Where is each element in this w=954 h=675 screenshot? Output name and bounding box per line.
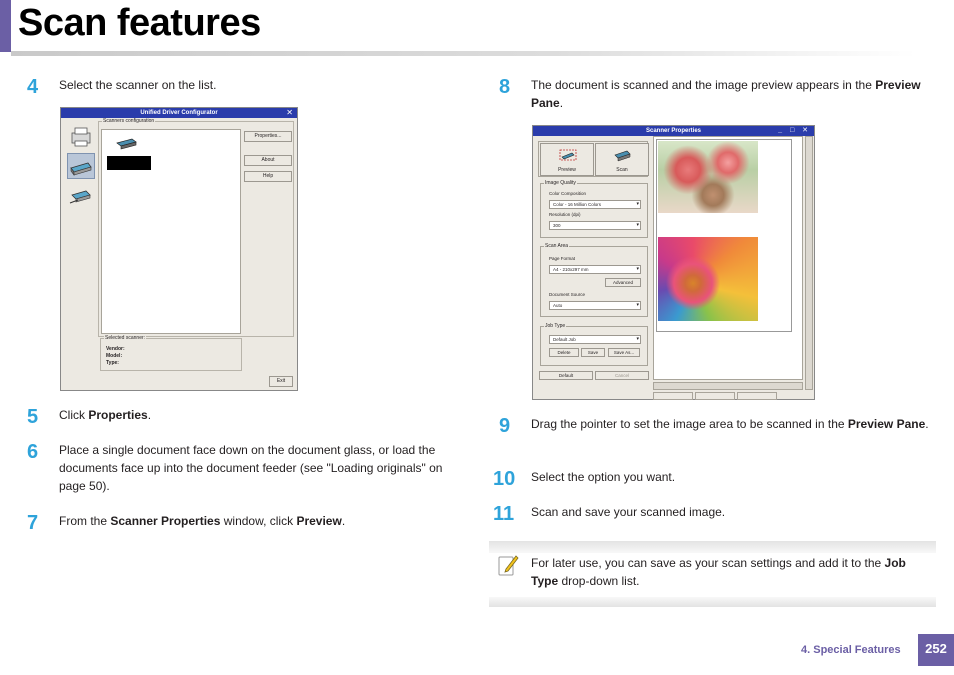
title-divider: [11, 51, 916, 56]
step-text-9: Drag the pointer to set the image area to be scanned in the Preview Pane.: [531, 417, 929, 431]
step-number-7: 7: [27, 512, 39, 534]
unified-driver-configurator-window: [60, 107, 298, 391]
scan-icon: [613, 147, 633, 163]
footer-section-label: 4. Special Features: [801, 644, 901, 656]
printer-icon[interactable]: [67, 124, 95, 150]
help-button[interactable]: Help: [244, 171, 292, 182]
model-label: Model:: [106, 353, 123, 359]
page-title: Scan features: [18, 2, 261, 44]
page-format-select[interactable]: A4 - 210x297 mm ▾: [549, 265, 641, 274]
exit-button[interactable]: Exit: [269, 376, 293, 387]
step-number-9: 9: [499, 415, 511, 437]
udc-sidebar: [65, 122, 95, 212]
preview-button[interactable]: [540, 143, 594, 176]
vertical-scrollbar[interactable]: [805, 136, 813, 390]
preview-photo-flower-closeup: [658, 237, 758, 321]
step-text-11: Scan and save your scanned image.: [531, 505, 726, 519]
default-button[interactable]: Default: [539, 371, 593, 380]
step-text-8: The document is scanned and the image preview appears in the Preview Pane.: [531, 78, 921, 110]
advanced-button[interactable]: Advanced: [605, 278, 641, 287]
window-controls-icon[interactable]: _ □ ✕: [778, 127, 811, 134]
close-icon[interactable]: ✕: [286, 108, 293, 117]
note-pencil-icon: [497, 553, 519, 577]
step-number-6: 6: [27, 441, 39, 463]
scanner-properties-titlebar: [533, 126, 814, 136]
image-quality-group: [540, 180, 648, 238]
page-number-badge: 252: [918, 634, 954, 666]
scanner-list[interactable]: [101, 129, 241, 334]
step-text-7: From the Scanner Properties window, click Preview.: [59, 514, 346, 528]
scan-area-group: [540, 243, 648, 317]
scan-button[interactable]: [595, 143, 649, 176]
note-box: [489, 541, 936, 607]
image-quality-title: Image Quality: [545, 180, 576, 186]
scanner-item-label-redacted[interactable]: [107, 156, 151, 170]
status-cell-1: [653, 392, 693, 400]
save-as-job-button[interactable]: Save As...: [608, 348, 640, 357]
scanner-properties-title: Scanner Properties: [645, 128, 702, 134]
step-text-5: Click Properties.: [59, 408, 152, 422]
selected-scanner-title: Selected scanner:: [105, 335, 146, 341]
note-top-band: [489, 541, 936, 553]
scanners-configuration-label: Scanners configuration: [103, 118, 155, 124]
selected-scanner-group: [100, 335, 242, 371]
scanners-configuration-group: [98, 118, 294, 337]
horizontal-scrollbar[interactable]: [653, 382, 803, 390]
step-number-11: 11: [493, 503, 515, 525]
port-icon[interactable]: [67, 182, 95, 208]
scan-area-title: Scan Area: [545, 243, 569, 249]
job-type-group: [540, 323, 648, 366]
note-text: For later use, you can save as your scan settings and add it to the Job Type drop-down list.: [531, 556, 906, 588]
preview-photo-flowers-cat: [658, 141, 758, 213]
about-button[interactable]: About: [244, 155, 292, 166]
document-source-select[interactable]: Auto ▾: [549, 301, 641, 310]
udc-title: Unified Driver Configurator: [140, 110, 218, 116]
title-accent-bar: [0, 0, 11, 52]
color-composition-label: Color Composition: [549, 191, 587, 196]
job-type-title: Job Type: [545, 323, 566, 329]
status-cell-2: [695, 392, 735, 400]
preview-icon: [558, 147, 578, 163]
udc-titlebar: [61, 108, 297, 118]
preview-pane[interactable]: [653, 136, 803, 380]
vendor-label: Vendor:: [106, 346, 125, 352]
delete-job-button[interactable]: Delete: [549, 348, 579, 357]
step-number-10: 10: [493, 468, 516, 490]
step-text-6: Place a single document face down on the document glass, or load the documents face up into the document feeder (see "Loading originals" on page 50).: [59, 443, 443, 493]
cancel-button[interactable]: Cancel: [595, 371, 649, 380]
scanner-properties-window: [532, 125, 815, 400]
note-bottom-band: [489, 597, 936, 607]
preview-page: [656, 139, 792, 332]
resolution-select[interactable]: 300 ▾: [549, 221, 641, 230]
scan-label: Scan: [616, 167, 628, 173]
scanner-item-icon[interactable]: [116, 136, 138, 150]
preview-label: Preview: [558, 167, 576, 173]
resolution-label: Resolution (dpi): [549, 212, 581, 217]
document-source-label: Document Source: [549, 292, 586, 297]
status-cell-3: [737, 392, 777, 400]
job-type-select[interactable]: Default Job ▾: [549, 335, 641, 344]
step-text-10: Select the option you want.: [531, 470, 676, 484]
step-text-4: Select the scanner on the list.: [59, 78, 217, 92]
save-job-button[interactable]: Save: [581, 348, 605, 357]
type-label: Type:: [106, 360, 119, 366]
step-number-4: 4: [27, 76, 39, 98]
step-number-8: 8: [499, 76, 511, 98]
step-number-5: 5: [27, 406, 39, 428]
scanner-icon[interactable]: [67, 153, 95, 179]
tool-buttons-frame: [538, 141, 648, 177]
properties-button[interactable]: Properties...: [244, 131, 292, 142]
page-format-label: Page Format: [549, 256, 576, 261]
color-composition-select[interactable]: Color - 16 Million Colors ▾: [549, 200, 641, 209]
